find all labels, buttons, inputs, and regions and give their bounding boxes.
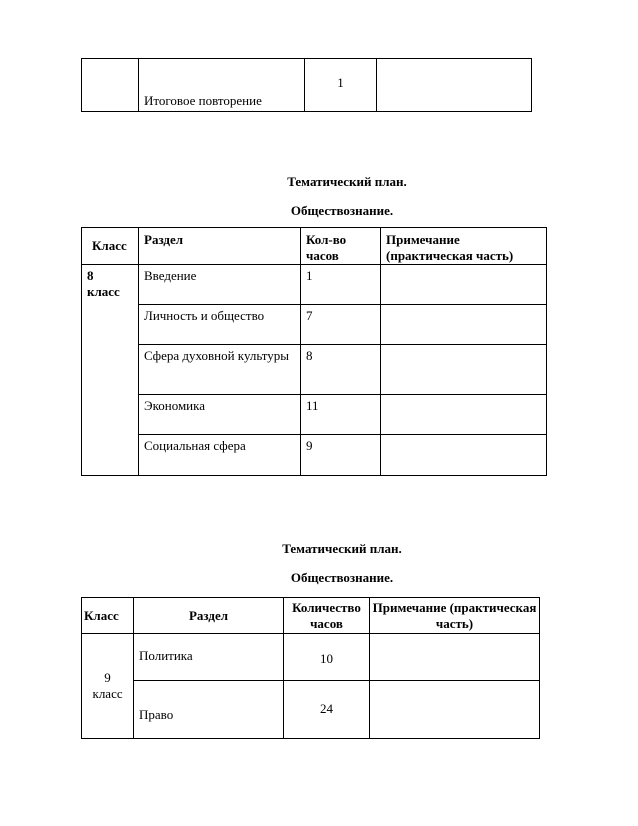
class-cell — [82, 634, 134, 739]
class-label: 9 класс — [92, 670, 123, 701]
note-cell — [381, 435, 547, 476]
table-row — [82, 395, 547, 435]
hours-cell: 1 — [301, 265, 381, 305]
table-row — [82, 59, 532, 112]
class-cell — [82, 265, 139, 476]
header-hours: Кол-во часов — [301, 228, 381, 265]
class-label: 8 класс — [87, 268, 120, 299]
section-cell: Политика — [134, 634, 284, 681]
section-cell: Социальная сфера — [139, 435, 301, 476]
section-cell: Итоговое повторение — [139, 59, 305, 112]
plan9-table — [81, 597, 540, 739]
plan8-table — [81, 227, 547, 476]
top-table — [81, 58, 532, 112]
plan8-title: Тематический план. — [287, 174, 407, 189]
hours-cell: 9 — [301, 435, 381, 476]
header-hours: Количество часов — [284, 598, 370, 634]
section-cell: Право — [134, 681, 284, 739]
hours-cell: 24 — [284, 681, 370, 739]
note-cell — [381, 265, 547, 305]
table-row — [82, 345, 547, 395]
note-cell — [377, 59, 532, 112]
section-cell: Экономика — [139, 395, 301, 435]
table-row — [82, 435, 547, 476]
plan9-subject: Обществознание. — [290, 570, 394, 585]
note-cell — [381, 345, 547, 395]
table-row — [82, 265, 547, 305]
note-cell — [381, 305, 547, 345]
hours-cell: 1 — [305, 59, 377, 112]
header-note: Примечание (практическая часть) — [381, 228, 547, 265]
note-cell — [370, 681, 540, 739]
hours-cell: 10 — [284, 634, 370, 681]
note-cell — [381, 395, 547, 435]
hours-cell: 8 — [301, 345, 381, 395]
table-header-row — [82, 598, 540, 634]
plan8-subject: Обществознание. — [290, 203, 394, 218]
table-row — [82, 681, 540, 739]
plan9-title: Тематический план. — [282, 541, 402, 556]
table-header-row — [82, 228, 547, 265]
table-row — [82, 634, 540, 681]
header-section: Раздел — [134, 598, 284, 634]
hours-cell: 11 — [301, 395, 381, 435]
header-section: Раздел — [139, 228, 301, 265]
section-cell: Введение — [139, 265, 301, 305]
table-row — [82, 305, 547, 345]
note-cell — [370, 634, 540, 681]
header-class: Класс — [82, 228, 139, 265]
header-note: Примечание (практическая часть) — [370, 598, 540, 634]
section-cell: Личность и общество — [139, 305, 301, 345]
header-class: Класс — [82, 598, 134, 634]
class-cell — [82, 59, 139, 112]
section-cell: Сфера духовной культуры — [139, 345, 301, 395]
hours-cell: 7 — [301, 305, 381, 345]
